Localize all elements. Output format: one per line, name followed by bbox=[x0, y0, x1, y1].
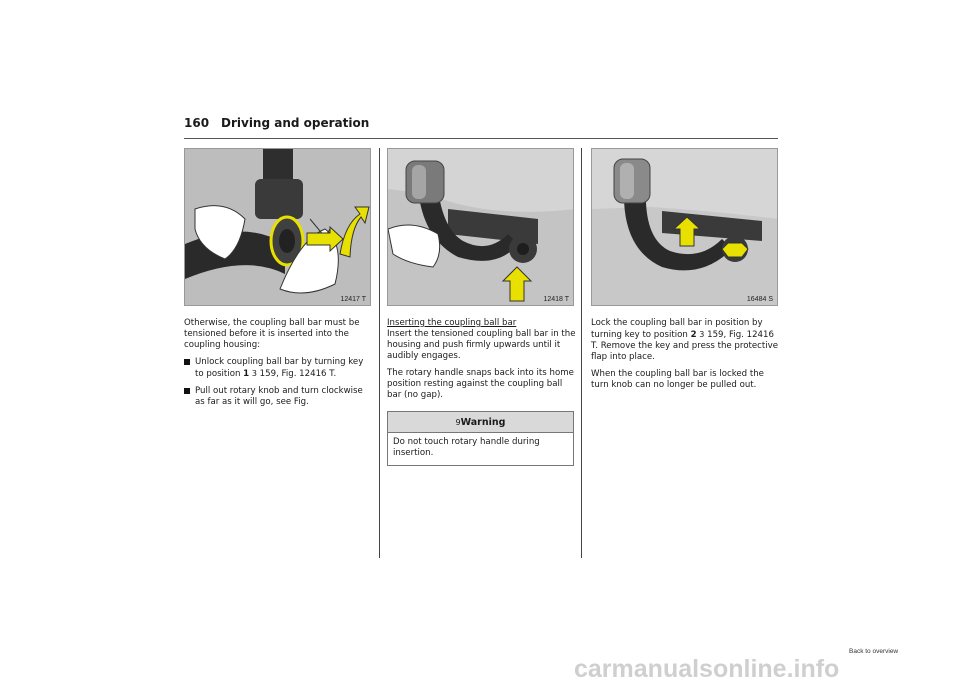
warning-icon: 9 bbox=[455, 418, 461, 427]
back-to-overview-link[interactable]: Back to overview bbox=[849, 648, 899, 655]
bullet-square-icon bbox=[184, 388, 190, 394]
page-ref-arrow-icon: 3 bbox=[699, 330, 705, 339]
figure-id: 16484 S bbox=[746, 296, 773, 303]
column-divider bbox=[379, 148, 380, 558]
warning-title: Warning bbox=[460, 417, 506, 428]
figure-illustration bbox=[592, 149, 778, 306]
figure-tension-knob bbox=[184, 148, 371, 306]
insert-paragraph: Insert the tensioned coupling ball bar in the housing and push firmly upwards until it audibly engages. bbox=[387, 329, 576, 361]
column-2-text bbox=[387, 318, 577, 466]
page-header bbox=[184, 116, 778, 136]
lock-paragraph: Lock the coupling ball bar in position by turning key to position 2 3 159, Fig. 12416 T. Remove the key and press the protective flap into place. bbox=[591, 318, 778, 362]
figure-lock-bar bbox=[591, 148, 778, 306]
warning-header bbox=[388, 412, 573, 433]
warning-box bbox=[387, 411, 574, 466]
bullet-square-icon bbox=[184, 359, 190, 365]
snap-paragraph: The rotary handle snaps back into its home position resting against the coupling ball bar (no gap). bbox=[387, 368, 574, 400]
page-number: 160 bbox=[184, 116, 210, 130]
warning-text: Do not touch rotary handle during insertion. bbox=[393, 437, 540, 458]
header-rule bbox=[184, 138, 778, 139]
locked-paragraph: When the coupling ball bar is locked the turn knob can no longer be pulled out. bbox=[591, 369, 764, 390]
watermark: carmanualsonline.info bbox=[574, 655, 840, 683]
column-3-text bbox=[591, 318, 781, 397]
bullet-unlock: Unlock coupling ball bar by turning key to position 1 3 159, Fig. 12416 T. bbox=[184, 357, 374, 380]
figure-illustration bbox=[388, 149, 574, 306]
bullet-pull-knob: Pull out rotary knob and turn clockwise as far as it will go, see Fig. bbox=[184, 386, 374, 408]
figure-id: 12418 T bbox=[543, 296, 569, 303]
intro-paragraph: Otherwise, the coupling ball bar must be tensioned before it is inserted into the coupling housing: bbox=[184, 318, 360, 350]
column-1-text bbox=[184, 318, 374, 414]
section-title: Driving and operation bbox=[221, 116, 370, 130]
figure-insert-bar bbox=[387, 148, 574, 306]
column-divider bbox=[581, 148, 582, 558]
figure-id: 12417 T bbox=[340, 296, 366, 303]
figure-illustration bbox=[185, 149, 371, 306]
page-ref-arrow-icon: 3 bbox=[251, 369, 257, 378]
subheading: Inserting the coupling ball bar bbox=[387, 318, 517, 328]
